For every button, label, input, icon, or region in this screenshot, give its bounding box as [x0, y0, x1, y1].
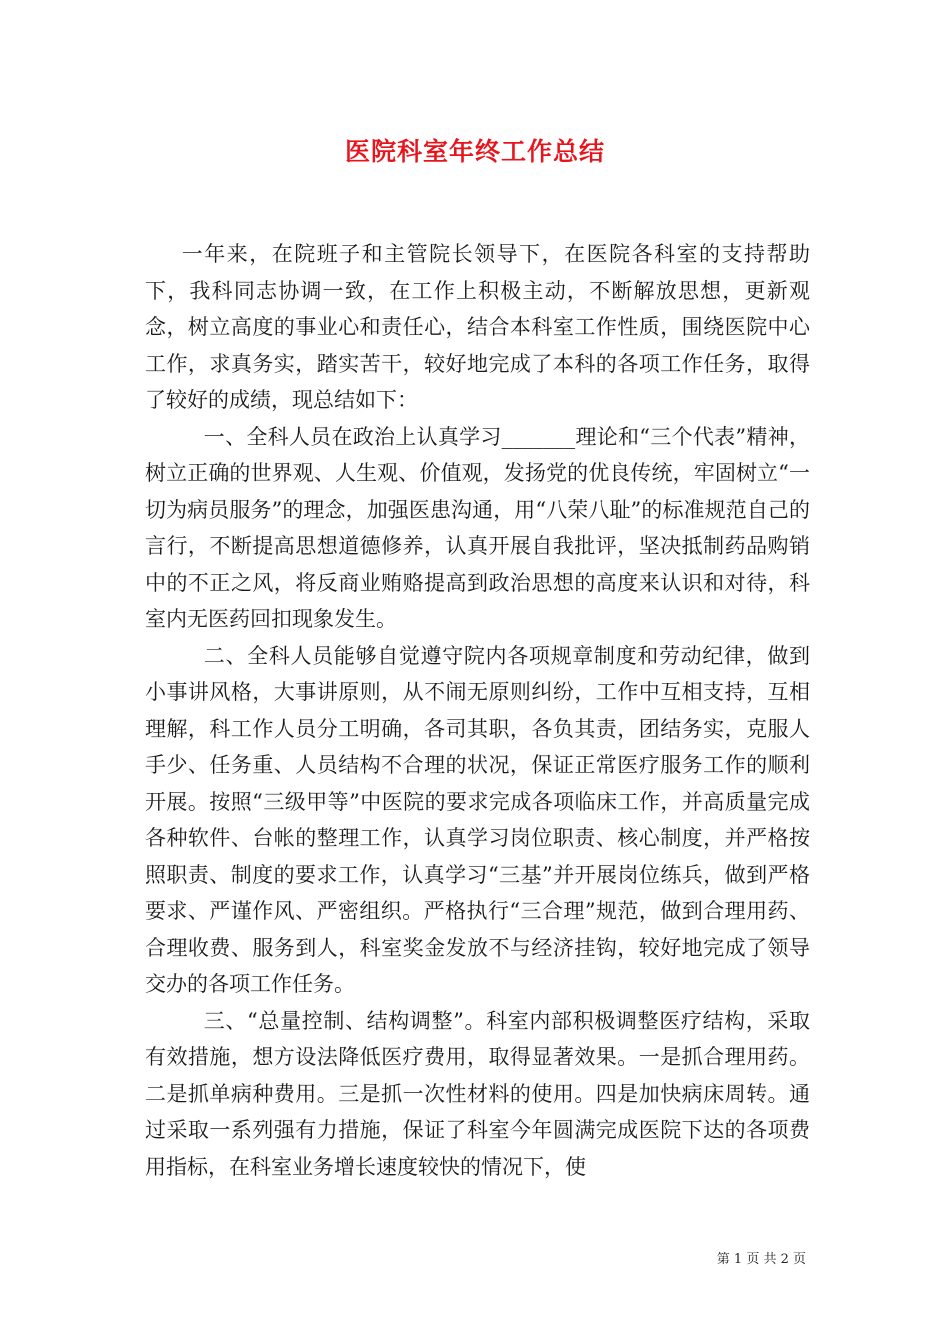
paragraph-section-2: 二、全科人员能够自觉遵守院内各项规章制度和劳动纪律，做到小事讲风格，大事讲原则，从不闹无原则纠纷，工作中互相支持，互相理解，科工作人员分工明确，各司其职，各负其责，团结务实，克服人手少、任务重、人员结构不合理的状况，保证正常医疗服务工作的顺利开展。按照“三级甲等”中医院的要求完成各项临床工作，并高质量完成各种软件、台帐的整理工作，认真学习岗位职责、核心制度，并严格按照职责、制度的要求工作，认真学习“三基”并开展岗位练兵，做到严格要求、严谨作风、严密组织。严格执行“三合理”规范，做到合理用药、合理收费、服务到人，科室奖金发放不与经济挂钩，较好地完成了领导交办的各项工作任务。: [145, 643, 810, 996]
document-title: 医院科室年终工作总结: [344, 137, 605, 166]
paragraph-intro: 一年来，在院班子和主管院长领导下，在医院各科室的支持帮助下，我科同志协调一致，在工作上积极主动，不断解放思想，更新观念，树立高度的事业心和责任心，结合本科室工作性质，围绕医院中心工作，求真务实，踏实苦干，较好地完成了本科的各项工作任务，取得了较好的成绩，现总结如下：: [145, 242, 810, 412]
page-number-footer: 第 1 页 共 2 页: [716, 1252, 806, 1267]
paragraph-section-3: 三、“总量控制、结构调整”。科室内部积极调整医疗结构，采取有效措施，想方设法降低医疗费用，取得显著效果。一是抓合理用药。二是抓单病种费用。三是抓一次性材料的使用。四是加快病床周转。通过采取一系列强有力措施，保证了科室今年圆满完成医院下达的各项费用指标，在科室业务增长速度较快的情况下，使: [145, 1008, 810, 1179]
document-body: [145, 236, 810, 1185]
paragraph-section-1: 一、全科人员在政治上认真学习_______理论和“三个代表”精神，树立正确的世界观、人生观、价值观，发扬党的优良传统，牢固树立“一切为病员服务”的理念，加强医患沟通，用“八荣八耻”的标准规范自己的言行，不断提高思想道德修养，认真开展自我批评，坚决抵制药品购销中的不正之风，将反商业贿赂提高到政治思想的高度来认识和对待，科室内无医药回扣现象发生。: [145, 424, 810, 631]
